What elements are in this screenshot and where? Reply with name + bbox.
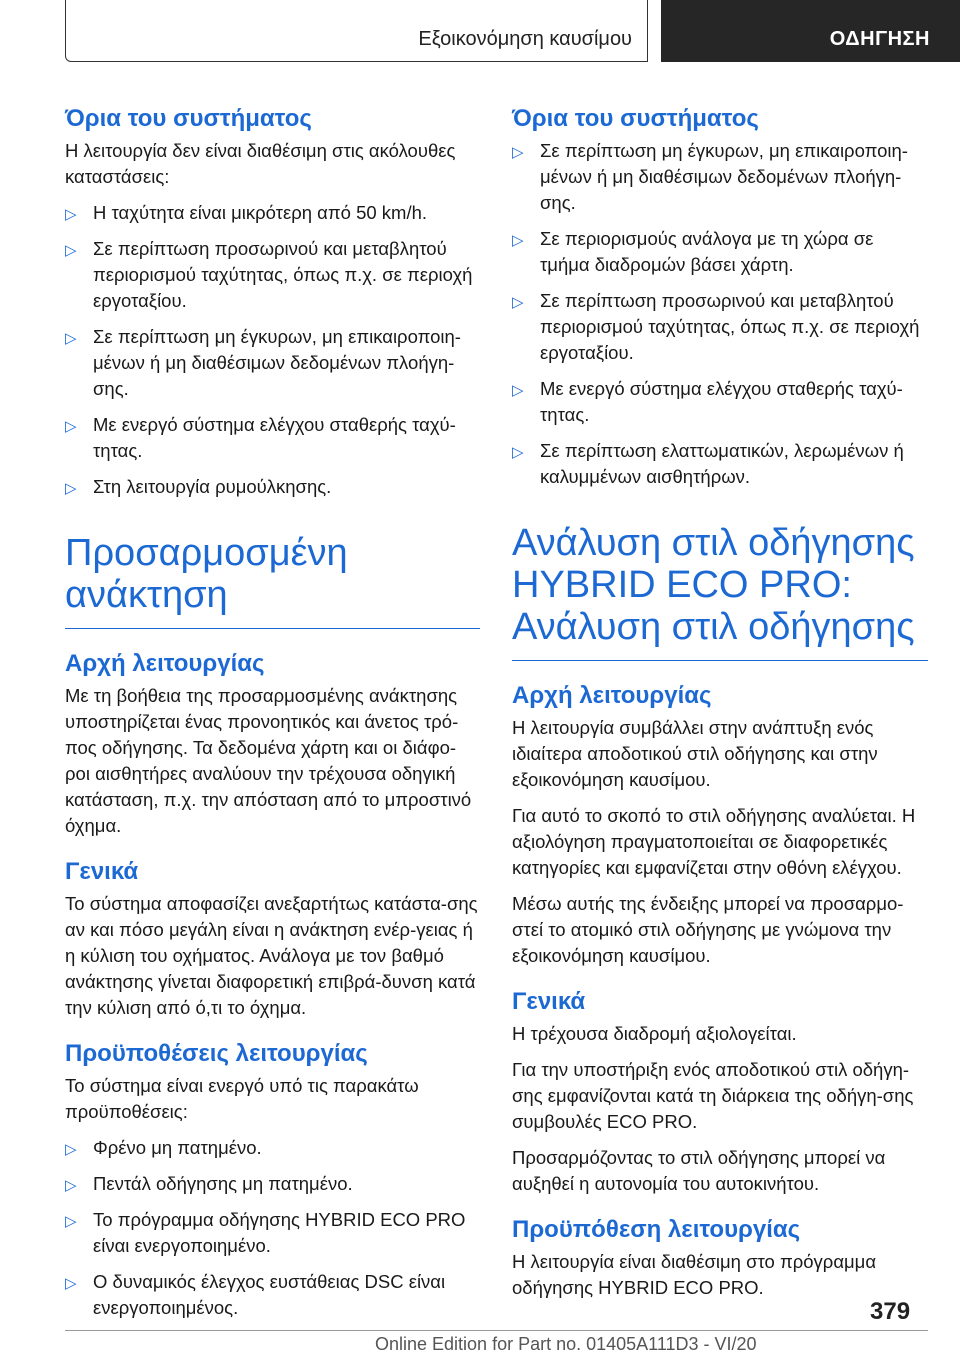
list-item: ▷ Με ενεργό σύστημα ελέγχου σταθερής ταχύ-τητας. [65,414,456,461]
right-prereq-text: Η λειτουργία είναι διαθέσιμη στο πρόγραμμα οδήγησης HYBRID ECO PRO. [512,1251,877,1298]
triangle-bullet-icon: ▷ [512,294,524,311]
right-main-title-line-3: Ανάλυση στιλ οδήγησης [512,606,915,648]
right-general-p2: Για την υποστήριξη ενός αποδοτικού στιλ οδήγη-σης εμφανίζονται κατά τη διάρκεια της οδήγη-σης συμβουλές ECO PRO. [512,1059,914,1132]
left-main-title: Προσαρμοσμένη ανάκτηση [65,532,480,629]
left-general-text: Το σύστημα αποφασίζει ανεξαρτήτως κατάστα-σης αν και πόσο μεγάλη είναι η ανάκτηση ενέρ-γειας ή η κύλιση του οχήματος. Ανάλογα με τον βαθμό ανάκτησης γίνεται διαφορετική επιβρά-δυνση κατά την κύλιση από ό,τι το όχημα. [65,893,478,1018]
list-item: ▷ Σε περίπτωση μη έγκυρων, μη επικαιροποιη-μένων ή μη διαθέσιμων δεδομένων πλοήγη-σης. [65,326,461,399]
triangle-bullet-icon: ▷ [65,480,77,497]
right-main-title [512,522,928,661]
right-principle-heading: Αρχή λειτουργίας [512,682,712,709]
triangle-bullet-icon: ▷ [512,232,524,249]
header-section-title: Εξοικονόμηση καυσίμου [418,28,632,50]
list-item: ▷ Σε περίπτωση ελαττωματικών, λερωμένων ή καλυμμένων αισθητήρων. [512,440,904,487]
list-item: ▷ Σε περίπτωση προσωρινού και μεταβλητού περιορισμού ταχύτητας, όπως π.χ. σε περιοχή εργοταξίου. [65,238,473,311]
triangle-bullet-icon: ▷ [512,382,524,399]
left-limits-list [65,200,480,500]
right-main-title-line-1: Ανάλυση στιλ οδήγησης [512,522,915,564]
right-principle-p2: Για αυτό το σκοπό το στιλ οδήγησης αναλύεται. Η αξιολόγηση πραγματοποιείται σε διαφορετικές κατηγορίες και εμφανίζεται στην οθόνη ελέγχου. [512,805,916,878]
triangle-bullet-icon: ▷ [65,1275,77,1292]
left-limits-intro: Η λειτουργία δεν είναι διαθέσιμη στις ακόλουθες καταστάσεις: [65,140,456,187]
left-prereq-list [65,1135,480,1321]
triangle-bullet-icon: ▷ [65,1213,77,1230]
right-principle-p3: Μέσω αυτής της ένδειξης μπορεί να προσαρμο-στεί το ατομικό στιλ οδήγησης με γνώμονα την εξοικονόμηση καυσίμου. [512,893,904,966]
triangle-bullet-icon: ▷ [65,330,77,347]
list-item: ▷ Σε περίπτωση προσωρινού και μεταβλητού περιορισμού ταχύτητας, όπως π.χ. σε περιοχή εργοταξίου. [512,290,920,363]
left-prereq-intro: Το σύστημα είναι ενεργό υπό τις παρακάτω προϋποθέσεις: [65,1075,419,1122]
triangle-bullet-icon: ▷ [512,444,524,461]
triangle-bullet-icon: ▷ [65,418,77,435]
right-main-title-line-2: HYBRID ECO PRO: [512,564,852,606]
right-main-title-wrap [512,522,928,661]
right-general-p3: Προσαρμόζοντας το στιλ οδήγησης μπορεί να αυξηθεί η αυτονομία του αυτοκινήτου. [512,1147,886,1194]
footer-divider [65,1330,928,1331]
page-number: 379 [870,1298,911,1325]
list-item: ▷ Η ταχύτητα είναι μικρότερη από 50 km/h. [65,200,480,226]
list-item: ▷ Φρένο μη πατημένο. [65,1135,480,1161]
footer-edition: Online Edition for Part no. 01405A111D3 - VI/20 [375,1334,757,1354]
right-general-heading: Γενικά [512,988,586,1015]
right-principle-p1: Η λειτουργία συμβάλλει στην ανάπτυξη ενός ιδιαίτερα αποδοτικού στιλ οδήγησης και στην εξοικονόμηση καυσίμου. [512,717,878,790]
triangle-bullet-icon: ▷ [65,206,77,223]
right-limits-heading: Όρια του συστήματος [512,105,759,132]
list-item: ▷ Σε περίπτωση μη έγκυρων, μη επικαιροποιη-μένων ή μη διαθέσιμων δεδομένων πλοήγη-σης. [512,140,908,213]
list-item: ▷ Στη λειτουργία ρυμούλκησης. [65,474,480,500]
list-item: ▷ Σε περιορισμούς ανάλογα με τη χώρα σε τμήμα διαδρομών βάσει χάρτη. [512,228,874,275]
right-prereq-heading: Προϋπόθεση λειτουργίας [512,1216,801,1243]
triangle-bullet-icon: ▷ [65,242,77,259]
right-limits-list [512,138,928,490]
left-general-heading: Γενικά [65,858,139,885]
left-principle-heading: Αρχή λειτουργίας [65,650,265,677]
left-prereq-heading: Προϋποθέσεις λειτουργίας [65,1040,368,1067]
left-limits-heading: Όρια του συστήματος [65,105,312,132]
triangle-bullet-icon: ▷ [512,144,524,161]
right-column [512,104,928,1311]
triangle-bullet-icon: ▷ [65,1141,77,1158]
list-item: ▷ Πεντάλ οδήγησης μη πατημένο. [65,1171,480,1197]
header-section-box [65,0,648,62]
list-item: ▷ Με ενεργό σύστημα ελέγχου σταθερής ταχύ-τητας. [512,378,903,425]
header-chapter-tab: ΟΔΗΓΗΣΗ [661,0,960,62]
list-item: ▷ Ο δυναμικός έλεγχος ευστάθειας DSC είναι ενεργοποιημένος. [65,1271,446,1318]
left-principle-text: Με τη βοήθεια της προσαρμοσμένης ανάκτησης υποστηρίζεται ένας προνοητικός και άνετος τρό-πος οδήγησης. Τα δεδομένα χάρτη και οι διάφο-ροι αισθητήρες αναλύουν την τρέχουσα οδηγική κατάσταση, π.χ. την απόσταση από το μπροστινό όχημα. [65,685,472,836]
left-main-title-wrap [65,532,480,629]
triangle-bullet-icon: ▷ [65,1177,77,1194]
list-item: ▷ Το πρόγραμμα οδήγησης HYBRID ECO PRO είναι ενεργοποιημένο. [65,1209,466,1256]
right-general-p1: Η τρέχουσα διαδρομή αξιολογείται. [512,1023,797,1044]
left-column [65,104,480,1331]
